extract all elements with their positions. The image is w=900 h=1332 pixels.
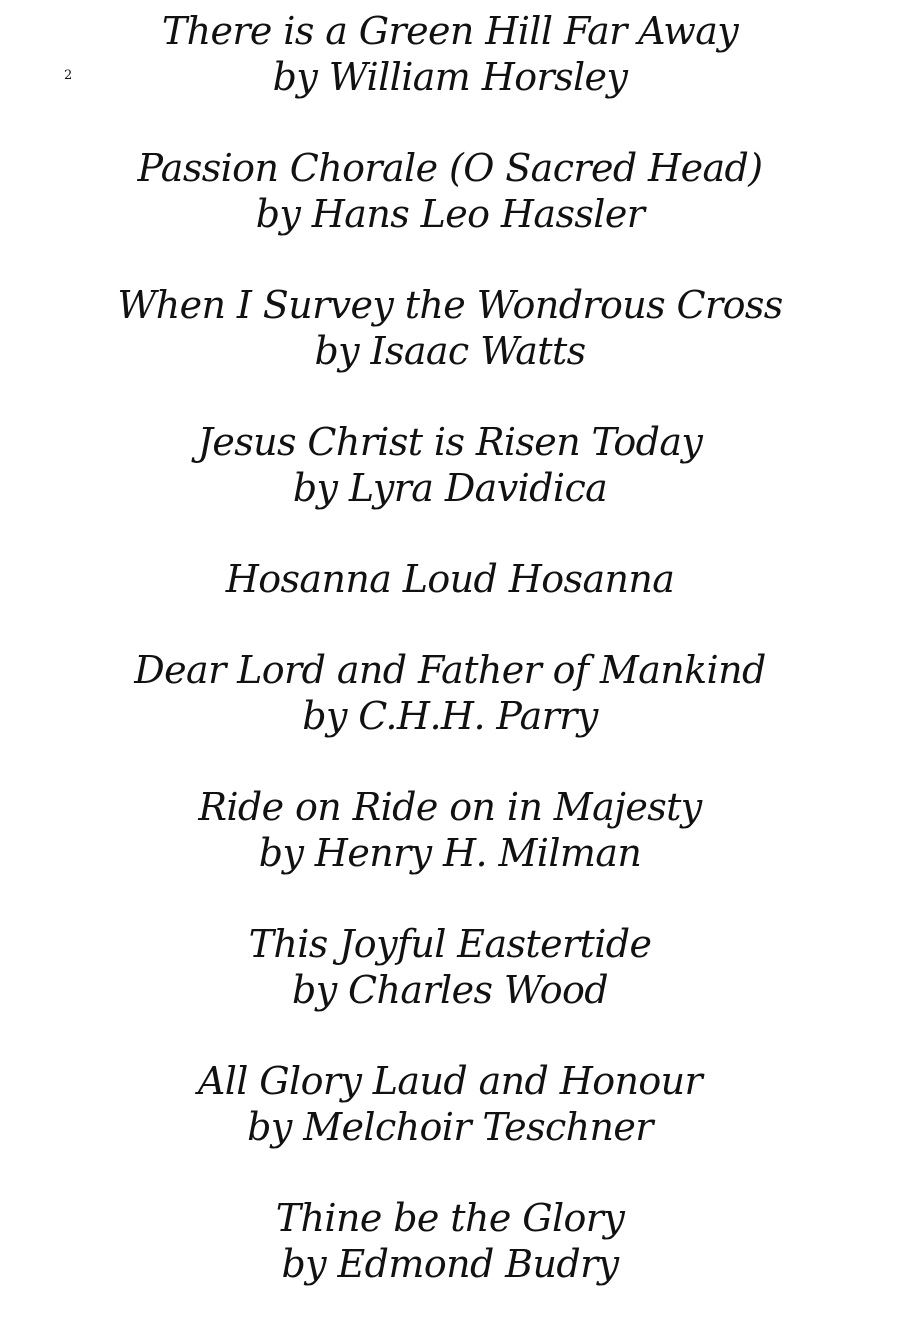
hymn-author: by William Horsley: [272, 55, 628, 99]
hymn-entry: [0, 556, 900, 602]
hymn-entry: [0, 921, 900, 1013]
hymn-author: by C.H.H. Parry: [302, 694, 598, 738]
hymn-author: by Henry H. Milman: [258, 831, 642, 875]
hymn-entry: [0, 647, 900, 739]
hymn-entry: [0, 419, 900, 511]
hymn-entry: [0, 8, 900, 100]
hymn-title: Jesus Christ is Risen Today: [197, 420, 703, 464]
page-number: 2: [64, 68, 73, 83]
hymn-list: [0, 8, 900, 1332]
hymn-author: by Charles Wood: [291, 968, 609, 1012]
hymn-title: This Joyful Eastertide: [248, 922, 652, 966]
hymn-entry: [0, 282, 900, 374]
hymn-author: by Melchoir Teschner: [247, 1105, 653, 1149]
hymn-entry: [0, 145, 900, 237]
hymn-author: by Isaac Watts: [314, 329, 586, 373]
hymn-entry: [0, 1195, 900, 1287]
hymn-title: All Glory Laud and Honour: [197, 1059, 703, 1103]
hymn-author: by Edmond Budry: [281, 1242, 619, 1286]
hymn-title: Thine be the Glory: [275, 1196, 625, 1240]
hymn-author: by Hans Leo Hassler: [255, 192, 645, 236]
hymn-title: There is a Green Hill Far Away: [161, 9, 739, 53]
hymn-title: Dear Lord and Father of Mankind: [134, 648, 766, 692]
hymn-title: Ride on Ride on in Majesty: [198, 785, 702, 829]
hymn-title: Passion Chorale (O Sacred Head): [137, 146, 763, 190]
hymn-entry: [0, 1058, 900, 1150]
hymn-author: by Lyra Davidica: [292, 466, 608, 510]
hymn-entry: [0, 784, 900, 876]
hymn-title: Hosanna Loud Hosanna: [225, 557, 675, 601]
hymn-title: When I Survey the Wondrous Cross: [117, 283, 783, 327]
